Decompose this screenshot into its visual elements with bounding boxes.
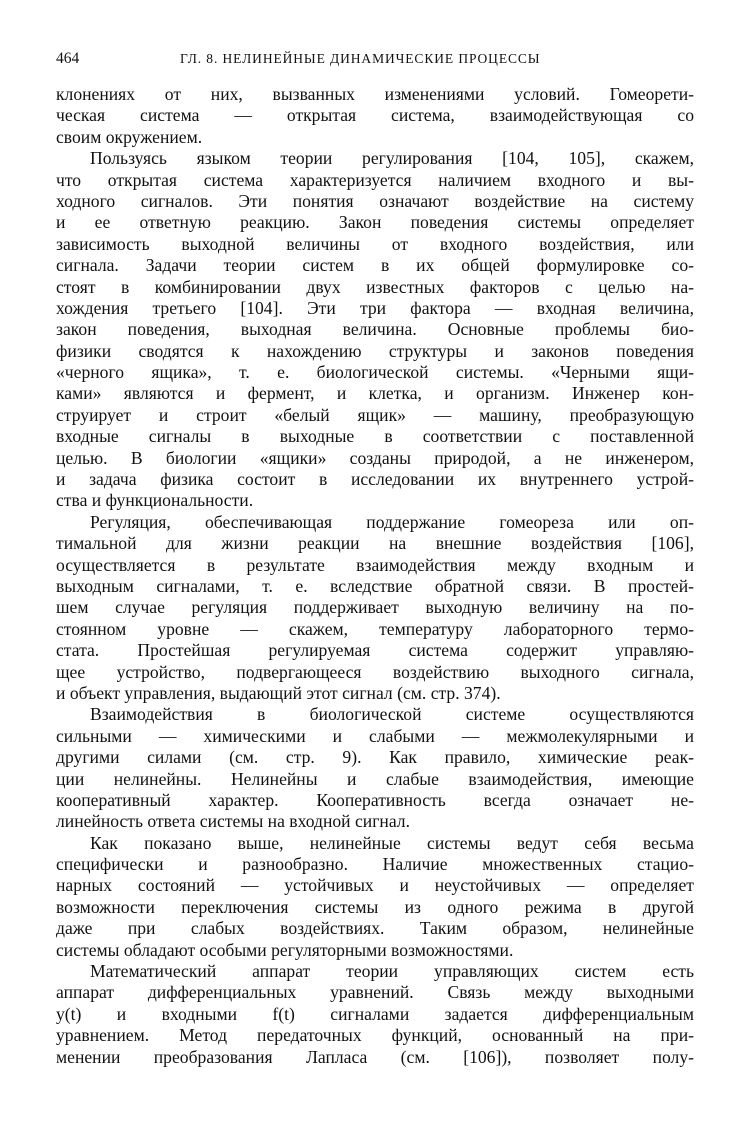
text-line: возможности переключения системы из одного режима в другой: [56, 896, 694, 917]
text-line: целью. В биологии «ящики» созданы природой, а не инженером,: [56, 447, 694, 468]
text-line: стоят в комбинировании двух известных факторов с целью на-: [56, 276, 694, 297]
text-line: даже при слабых воздействиях. Таким образом, нелинейные: [56, 918, 694, 939]
page-number: 464: [56, 50, 80, 67]
paragraph: [56, 961, 694, 1068]
text-line: ками» являются и фермент, и клетка, и организм. Инженер кон-: [56, 383, 694, 404]
text-line: сигнала. Задачи теории систем в их общей формулировке со-: [56, 255, 694, 276]
text-line: стата. Простейшая регулируемая система содержит управляю-: [56, 640, 694, 661]
text-line: стоянном уровне — скажем, температуру лабораторного термо-: [56, 618, 694, 639]
running-head: [56, 46, 694, 72]
text-line: щее устройство, подвергающееся воздействию выходного сигнала,: [56, 661, 694, 682]
text-line: своим окружением.: [56, 126, 203, 147]
text-line: ции нелинейны. Нелинейны и слабые взаимодействия, имеющие: [56, 768, 694, 789]
book-page: [56, 46, 694, 1068]
text-line: Математический аппарат теории управляющих систем есть: [90, 961, 694, 982]
text-line: что открытая система характеризуется наличием входного и вы-: [56, 169, 694, 190]
text-line: ходного сигналов. Эти понятия означают воздействие на систему: [56, 190, 694, 211]
text-line: шем случае регуляция поддерживает выходную величину на по-: [56, 597, 694, 618]
paragraph: [56, 704, 694, 832]
text-line: y(t) и входными f(t) сигналами задается дифференциальным: [56, 1003, 694, 1024]
text-line: тимальной для жизни реакции на внешние воздействия [106],: [56, 533, 694, 554]
text-line: зависимость выходной величины от входного воздействия, или: [56, 233, 694, 254]
text-line: закон поведения, выходная величина. Основные проблемы био-: [56, 319, 694, 340]
text-line: и объект управления, выдающий этот сигнал (см. стр. 374).: [56, 682, 501, 703]
text-line: Регуляция, обеспечивающая поддержание гомеореза или оп-: [90, 511, 694, 532]
text-line: Взаимодействия в биологической системе осуществляются: [90, 704, 694, 725]
paragraph: [56, 84, 694, 148]
text-line: линейность ответа системы на входной сигнал.: [56, 811, 410, 832]
text-line: аппарат дифференциальных уравнений. Связь между выходными: [56, 982, 694, 1003]
text-line: нарных состояний — устойчивых и неустойчивых — определяет: [56, 875, 694, 896]
text-line: и задача физика состоит в исследовании их внутреннего устрой-: [56, 469, 694, 490]
text-line: ства и функциональности.: [56, 490, 254, 511]
text-line: другими силами (см. стр. 9). Как правило, химические реак-: [56, 747, 694, 768]
text-line: уравнением. Метод передаточных функций, основанный на при-: [56, 1025, 694, 1046]
text-line: выходным сигналами, т. е. вследствие обратной связи. В простей-: [56, 575, 694, 596]
text-line: входные сигналы в выходные в соответствии с поставленной: [56, 426, 694, 447]
text-line: осуществляется в результате взаимодействия между входным и: [56, 554, 694, 575]
text-line: Как показано выше, нелинейные системы ведут себя весьма: [90, 832, 694, 853]
text-line: и ее ответную реакцию. Закон поведения системы определяет: [56, 212, 694, 233]
text-line: физики сводятся к нахождению структуры и законов поведения: [56, 340, 694, 361]
text-line: струирует и строит «белый ящик» — машину, преобразующую: [56, 404, 694, 425]
text-line: системы обладают особыми регуляторными возможностями.: [56, 939, 514, 960]
text-line: кооперативный характер. Кооперативность всегда означает не-: [56, 789, 694, 810]
text-line: клонениях от них, вызванных изменениями условий. Гомеорети-: [56, 84, 694, 104]
text-line: ческая система — открытая система, взаимодействующая со: [56, 105, 694, 126]
text-line: Пользуясь языком теории регулирования [104, 105], скажем,: [90, 148, 694, 169]
chapter-title: ГЛ. 8. НЕЛИНЕЙНЫЕ ДИНАМИЧЕСКИЕ ПРОЦЕССЫ: [180, 51, 541, 66]
text-line: хождения третьего [104]. Эти три фактора — входная величина,: [56, 297, 694, 318]
text-line: менении преобразования Лапласа (см. [106]), позволяет полу-: [56, 1046, 694, 1067]
paragraph: [56, 148, 694, 512]
paragraph: [56, 833, 694, 961]
text-line: специфически и разнообразно. Наличие множественных стацио-: [56, 854, 694, 875]
text-line: «черного ящика», т. е. биологической системы. «Черными ящи-: [56, 362, 694, 383]
paragraph: [56, 512, 694, 705]
text-line: сильными — химическими и слабыми — межмолекулярными и: [56, 725, 694, 746]
body-text: [56, 84, 694, 1068]
